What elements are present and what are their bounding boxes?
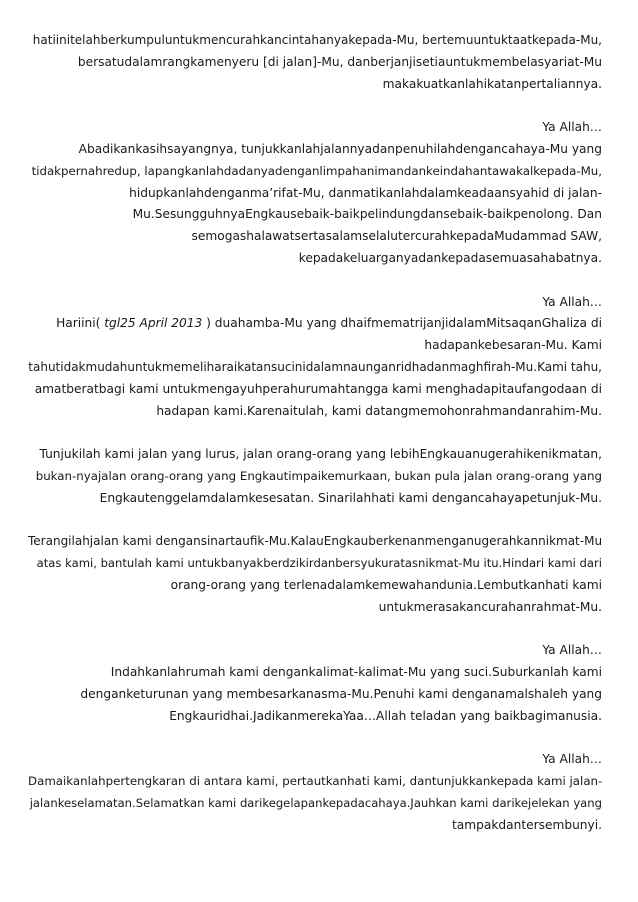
text-segment: ) duahamba-Mu yang dhaifmematrijanjidalamMitsaqanGhaliza di [202, 316, 602, 331]
text-line: Damaikanlahpertengkaran di antara kami, pertautkanhati kami, dantunjukkankepada kami jalan- [28, 774, 603, 789]
text-line: Engkauridhai.JadikanmerekaYaa…Allah teladan yang baikbagimanusia. [169, 708, 602, 723]
text-line: Indahkanlahrumah kami dengankalimat-kalimat-Mu yang suci.Suburkanlah kami [110, 665, 602, 680]
text-line: bersatudalamrangkamenyeru [di jalan]-Mu, danberjanjisetiauntukmembelasyariat-Mu [77, 54, 602, 69]
section-heading: Ya Allah… [542, 294, 602, 309]
text-line: untukmerasakancurahanrahmat-Mu. [378, 599, 602, 614]
text-line: tahutidakmudahuntukmemeliharaikatansucinidalamnaunganridhadanmaghfirah-Mu.Kami tahu, [28, 359, 602, 374]
text-line: atas kami, bantulah kami untukbanyakberdzikirdanbersyukuratasnikmat-Mu itu.Hindari kami dari [36, 556, 602, 571]
paragraph-4 [28, 444, 602, 509]
text-line: semogashalawatsertasalamselalutercurahkepadaMudammad SAW, [191, 229, 602, 244]
paragraph-7 [28, 749, 602, 836]
document-page [28, 30, 602, 858]
section-heading: Ya Allah… [542, 752, 602, 767]
text-line [28, 313, 602, 335]
text-line: tampakdantersembunyi. [452, 817, 602, 832]
text-line: bukan-nyajalan orang-orang yang Engkautimpaikemurkaan, bukan pula jalan orang-orang yang [35, 468, 602, 483]
wedding-date: tgl25 April 2013 [104, 316, 203, 331]
text-line: Tunjukilah kami jalan yang lurus, jalan orang-orang yang lebihEngkauanugerahikenikmatan, [39, 447, 602, 462]
text-segment: Hariini( [56, 316, 105, 331]
text-line: kepadakeluarganyadankepadasemuasahabatnya. [298, 250, 602, 265]
text-line: hadapankebesaran-Mu. Kami [424, 338, 602, 353]
text-line: hatiinitelahberkumpuluntukmencurahkancintahanyakepada-Mu, bertemuuntuktaatkepada-Mu, [32, 33, 602, 47]
section-heading: Ya Allah… [542, 643, 602, 658]
paragraph-5 [28, 531, 602, 618]
text-line: Engkautenggelamdalamkesesatan. Sinarilahhati kami dengancahayapetunjuk-Mu. [99, 490, 602, 505]
text-line: hadapan kami.Karenaitulah, kami datangmemohonrahmandanrahim-Mu. [156, 403, 602, 418]
text-line: tidakpernahredup, lapangkanlahdadanyadenganlimpahanimandankeindahantawakalkepada-Mu, [31, 163, 602, 178]
text-line: Mu.SesungguhnyaEngkausebaik-baikpelindungdansebaik-baikpenolong. Dan [132, 207, 602, 222]
text-line: orang-orang yang terlenadalamkemewahandunia.Lembutkanhati kami [170, 577, 602, 592]
paragraph-2 [28, 117, 602, 270]
paragraph-6 [28, 640, 602, 727]
text-line: Abadikankasihsayangnya, tunjukkanlahjalannyadanpenuhilahdengancahaya-Mu yang [78, 141, 602, 156]
text-line: Terangilahjalan kami dengansinartaufik-Mu.KalauEngkauberkenanmenganugerahkannikmat-Mu [28, 534, 603, 549]
text-line: hidupkanlahdenganma’rifat-Mu, danmatikanlahdalamkeadaansyahid di jalan- [129, 185, 602, 200]
text-line: makakuatkanlahikatanpertaliannya. [382, 76, 602, 91]
text-line: jalankeselamatan.Selamatkan kami darikegelapankepadacahaya.Jauhkan kami darikejelekan yang [29, 795, 602, 810]
paragraph-1 [28, 30, 602, 95]
paragraph-3 [28, 292, 602, 423]
text-line: amatberatbagi kami untukmengayuhperahurumahtangga kami menghadapitaufangodaan di [34, 381, 602, 396]
text-line: denganketurunan yang membesarkanasma-Mu.Penuhi kami denganamalshaleh yang [80, 686, 602, 701]
section-heading: Ya Allah… [542, 120, 602, 135]
